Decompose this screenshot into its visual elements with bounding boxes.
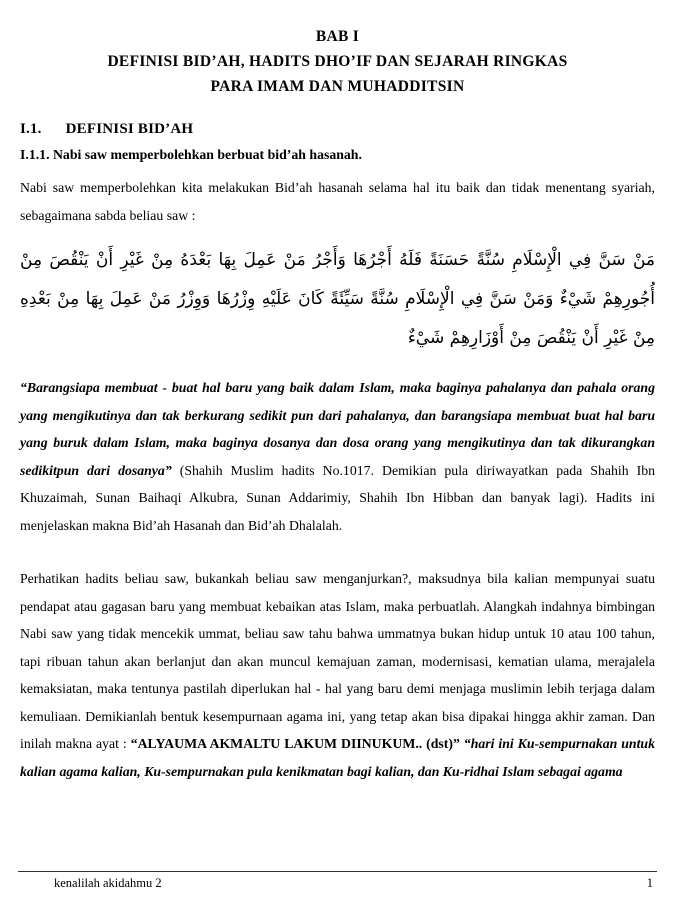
- chapter-title-line-2: PARA IMAM DAN MUHADDITSIN: [210, 78, 465, 95]
- chapter-title-block: [20, 24, 655, 99]
- intro-paragraph: Nabi saw memperbolehkan kita melakukan Bid’ah hasanah selama hal itu baik dan tidak menentang syariah, sebagaimana sabda beliau saw :: [20, 180, 655, 223]
- subsection-heading: I.1.1. Nabi saw memperbolehkan berbuat bid’ah hasanah.: [20, 147, 362, 162]
- page-footer: [18, 871, 657, 891]
- discussion-paragraph: Perhatikan hadits beliau saw, bukankah beliau saw menganjurkan?, maksudnya bila kalian mempunyai suatu pendapat atau gagasan baru yang membuat kebaikan atas Islam, maka perbuatlah. Alangkah indahnya bimbingan Nabi saw yang tidak mencekik ummat, beliau saw tahu bahwa ummatnya bukan hidup untuk 10 atau 100 tahun, tapi ribuan tahun akan berlanjut dan akan muncul kemajuan zaman, modernisasi, kematian ulama, merajalela kemaksiatan, maka tentunya pastilah diperlukan hal - hal yang baru demi menjaga muslimin lebih terjaga dalam kemuliaan. Demikianlah bentuk kesempurnaan agama ini, yang tetap akan bisa dipakai hingga akhir zaman. Dan inilah makna ayat : “ALYAUMA AKMALTU LAKUM DIINUKUM.. (dst)” “hari ini Ku-sempurnakan untuk kalian agama kalian, Ku-sempurnakan pula kenikmatan bagi kalian, dan Ku-ridhai Islam sebagai agama: [20, 571, 655, 779]
- section-number: I.1.: [20, 121, 42, 137]
- section-title: DEFINISI BID’AH: [65, 121, 194, 137]
- arabic-hadith-text: مَنْ سَنَّ فِي الْإِسْلَامِ سُنَّةً حَسَنَةً فَلَهُ أَجْرُهَا وَأَجْرُ مَنْ عَمِلَ بِهَا بَعْدَهُ مِنْ غَيْرِ أَنْ يَنْقُصَ مِنْ أُجُورِهِمْ شَيْءٌ وَمَنْ سَنَّ فِي الْإِسْلَامِ سُنَّةً سَيِّئَةً كَانَ عَلَيْهِ وِزْرُهَا وَوِزْرُ مَنْ عَمِلَ بِهَا مِنْ بَعْدِهِ مِنْ غَيْرِ أَنْ يَنْقُصَ مِنْ أَوْزَارِهِمْ شَيْءٌ: [20, 250, 655, 348]
- chapter-number: BAB I: [315, 28, 360, 45]
- section-heading: [20, 121, 655, 138]
- footer-book-title: kenalilah akidahmu 2: [54, 876, 162, 890]
- chapter-title-line-1: DEFINISI BID’AH, HADITS DHO’IF DAN SEJARAH RINGKAS: [107, 53, 568, 70]
- footer-page-number: 1: [646, 876, 653, 890]
- hadith-translation-paragraph: “Barangsiapa membuat - buat hal baru yang baik dalam Islam, maka baginya pahalanya dan pahala orang yang mengikutinya dan tak berkurang sedikit pun dari pahalanya, dan barangsiapa membuat buat hal baru yang buruk dalam Islam, maka baginya dosanya dan dosa orang yang mengikutinya dan tak dikurangkan sedikitpun dari dosanya” (Shahih Muslim hadits No.1017. Demikian pula diriwayatkan pada Shahih Ibn Khuzaimah, Sunan Baihaqi Alkubra, Sunan Addarimiy, Shahih Ibn Hibban dan banyak lagi). Hadits ini menjelaskan makna Bid’ah Hasanah dan Bid’ah Dhalalah.: [20, 380, 655, 533]
